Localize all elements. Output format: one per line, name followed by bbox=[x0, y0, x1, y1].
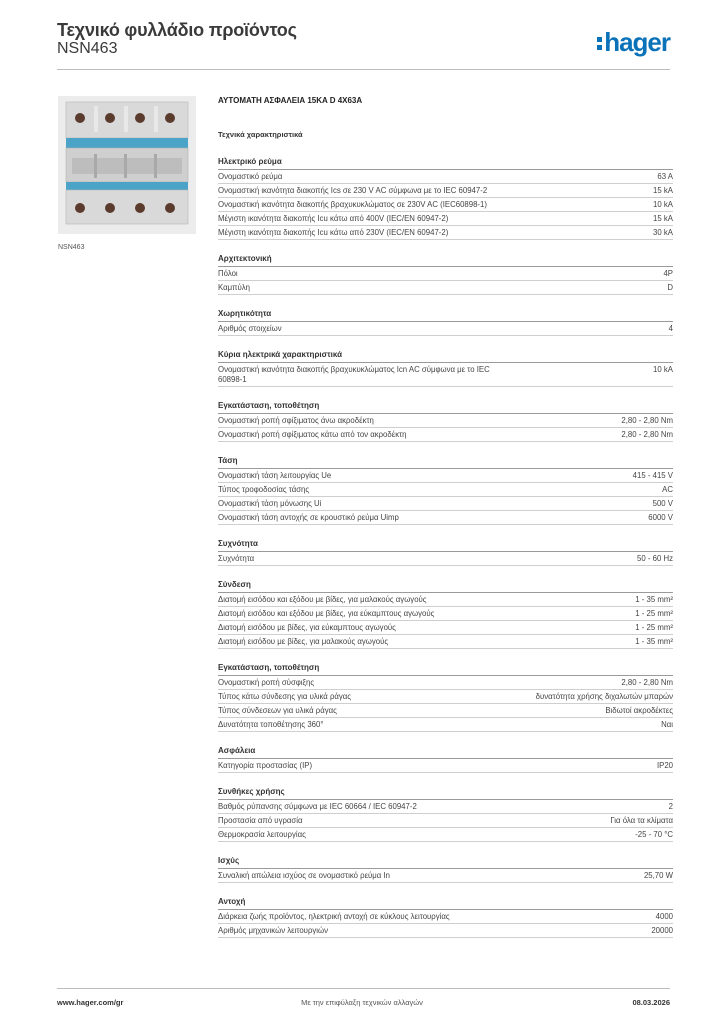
spec-section bbox=[218, 855, 673, 883]
section-title: Κύρια ηλεκτρικά χαρακτηριστικά bbox=[218, 349, 673, 363]
spec-label: Ονομαστική ροπή σφίξιματος άνω ακροδέκτη bbox=[218, 416, 374, 425]
header-divider bbox=[57, 69, 670, 70]
spec-row bbox=[218, 759, 673, 773]
spec-value: 2,80 - 2,80 Nm bbox=[621, 430, 673, 439]
spec-label: Πόλοι bbox=[218, 269, 238, 278]
spec-row bbox=[218, 828, 673, 842]
spec-value: 1 - 35 mm² bbox=[635, 637, 673, 646]
spec-row bbox=[218, 690, 673, 704]
spec-label: Τύπος σύνδεσεων για υλικά ράγας bbox=[218, 706, 337, 715]
spec-row bbox=[218, 281, 673, 295]
spec-row bbox=[218, 428, 673, 442]
spec-value: Βιδωτοί ακροδέκτες bbox=[605, 706, 673, 715]
spec-row bbox=[218, 635, 673, 649]
spec-section bbox=[218, 308, 673, 336]
spec-label: Συναλική απώλεια ισχύος σε ονομαστικό ρεύμα In bbox=[218, 871, 390, 880]
product-image-caption: NSN463 bbox=[58, 244, 85, 251]
section-title: Συνθήκες χρήσης bbox=[218, 786, 673, 800]
spec-row bbox=[218, 593, 673, 607]
spec-content bbox=[218, 96, 673, 938]
spec-value: -25 - 70 °C bbox=[635, 830, 673, 839]
spec-value: 30 kA bbox=[653, 228, 673, 237]
spec-label: Ονομαστική τάση μόνωσης Ui bbox=[218, 499, 322, 508]
page-title: Τεχνικό φυλλάδιο προϊόντος bbox=[57, 20, 297, 40]
spec-label: Διατομή εισόδου και εξόδου με βίδες, για μαλακούς αγωγούς bbox=[218, 595, 427, 604]
circuit-breaker-image bbox=[58, 96, 196, 234]
spec-row bbox=[218, 800, 673, 814]
spec-label: Ονομαστική ροπή σφίξιματος κάτω από τον ακροδέκτη bbox=[218, 430, 407, 439]
spec-value: 4P bbox=[663, 269, 673, 278]
spec-label: Ονομαστική ικανότητα διακοπής Ics σε 230 V AC σύμφωνα με το IEC 60947-2 bbox=[218, 186, 488, 195]
spec-label: Αριθμός στοιχείων bbox=[218, 324, 282, 333]
spec-value: 25,70 W bbox=[643, 871, 673, 880]
section-title: Σύνδεση bbox=[218, 579, 673, 593]
spec-section bbox=[218, 455, 673, 525]
spec-row bbox=[218, 212, 673, 226]
spec-value: 63 A bbox=[657, 172, 673, 181]
spec-row bbox=[218, 704, 673, 718]
spec-value: 10 kA bbox=[653, 200, 673, 209]
hager-logo bbox=[597, 28, 670, 56]
spec-row bbox=[218, 621, 673, 635]
spec-value: 6000 V bbox=[648, 513, 673, 522]
spec-value: AC bbox=[662, 485, 673, 494]
spec-label: Ονομαστική ροπή σύσφιξης bbox=[218, 678, 315, 687]
spec-label: Ονομαστική τάση λειτουργίας Ue bbox=[218, 471, 332, 480]
spec-row bbox=[218, 322, 673, 336]
section-title: Ισχύς bbox=[218, 855, 673, 869]
spec-label: Ονομαστική ικανότητα διακοπής βραχυκυκλώματος σε 230V AC (IEC60898-1) bbox=[218, 200, 487, 209]
spec-section bbox=[218, 156, 673, 240]
section-title: Συχνότητα bbox=[218, 538, 673, 552]
section-title: Ασφάλεια bbox=[218, 745, 673, 759]
spec-section bbox=[218, 349, 673, 387]
spec-value: 10 kA bbox=[653, 365, 673, 374]
product-image bbox=[58, 96, 196, 234]
spec-row bbox=[218, 363, 673, 387]
spec-value: Για όλα τα κλίματα bbox=[610, 816, 673, 825]
spec-section bbox=[218, 579, 673, 649]
spec-value: D bbox=[667, 283, 673, 292]
spec-row bbox=[218, 198, 673, 212]
spec-label: Κατηγορία προστασίας (IP) bbox=[218, 761, 313, 770]
spec-section bbox=[218, 253, 673, 295]
spec-row bbox=[218, 607, 673, 621]
spec-value: 2 bbox=[668, 802, 673, 811]
section-title: Ηλεκτρικό ρεύμα bbox=[218, 156, 673, 170]
footer-date: 08.03.2026 bbox=[632, 998, 670, 1007]
spec-row bbox=[218, 414, 673, 428]
spec-label: Διατομή εισόδου και εξόδου με βίδες, για εύκαμπτους αγωγούς bbox=[218, 609, 435, 618]
section-title: Εγκατάσταση, τοποθέτηση bbox=[218, 400, 673, 414]
spec-section bbox=[218, 400, 673, 442]
tech-heading: Τεχνικά χαρακτηριστικά bbox=[218, 130, 303, 139]
spec-row bbox=[218, 497, 673, 511]
spec-value: 1 - 35 mm² bbox=[635, 595, 673, 604]
spec-value: 2,80 - 2,80 Nm bbox=[621, 678, 673, 687]
spec-value: IP20 bbox=[656, 761, 673, 770]
spec-row bbox=[218, 511, 673, 525]
spec-section bbox=[218, 538, 673, 566]
spec-section bbox=[218, 745, 673, 773]
spec-row bbox=[218, 718, 673, 732]
spec-value: 20000 bbox=[651, 926, 673, 935]
section-title: Χωρητικότητα bbox=[218, 308, 673, 322]
logo-text: hager bbox=[604, 27, 670, 57]
spec-value: Ναι bbox=[661, 720, 673, 729]
spec-value: 415 - 415 V bbox=[632, 471, 673, 480]
spec-row bbox=[218, 552, 673, 566]
spec-row bbox=[218, 924, 673, 938]
spec-label: Τύπος τροφοδοσίας τάσης bbox=[218, 485, 310, 494]
spec-value: 4000 bbox=[655, 912, 673, 921]
spec-section bbox=[218, 662, 673, 732]
spec-label: Δυνατότητα τοποθέτησης 360° bbox=[218, 720, 324, 729]
section-title: Εγκατάσταση, τοποθέτηση bbox=[218, 662, 673, 676]
footer-notice: Με την επιφύλαξη τεχνικών αλλαγών bbox=[301, 998, 423, 1007]
spec-value: 15 kA bbox=[653, 186, 673, 195]
footer-divider bbox=[57, 988, 670, 989]
spec-label: Αριθμός μηχανικών λειτουργιών bbox=[218, 926, 328, 935]
spec-value: 50 - 60 Hz bbox=[637, 554, 673, 563]
spec-label: Διατομή εισόδου με βίδες, για εύκαμπτους αγωγούς bbox=[218, 623, 396, 632]
page-subtitle: NSN463 bbox=[57, 40, 118, 57]
spec-value: 4 bbox=[668, 324, 673, 333]
spec-label: Τύπος κάτω σύνδεσης για υλικά ράγας bbox=[218, 692, 352, 701]
section-title: Τάση bbox=[218, 455, 673, 469]
spec-row bbox=[218, 483, 673, 497]
spec-label: Ονομαστική τάση αντοχής σε κρουστικό ρεύμα Uimp bbox=[218, 513, 399, 522]
spec-label: Μέγιστη ικανότητα διακοπής Icu κάτω από 230V (IEC/EN 60947-2) bbox=[218, 228, 449, 237]
section-title: Αντοχή bbox=[218, 896, 673, 910]
spec-row bbox=[218, 267, 673, 281]
spec-row bbox=[218, 676, 673, 690]
spec-label: Βαθμός ρύπανσης σύμφωνα με IEC 60664 / IEC 60947-2 bbox=[218, 802, 417, 811]
product-name: ΑΥΤΟΜΑΤΗ ΑΣΦΑΛΕΙΑ 15KA D 4X63A bbox=[218, 96, 363, 105]
spec-row bbox=[218, 184, 673, 198]
spec-section bbox=[218, 896, 673, 938]
spec-label: Θερμοκρασία λειτουργίας bbox=[218, 830, 306, 839]
spec-row bbox=[218, 910, 673, 924]
spec-row bbox=[218, 814, 673, 828]
spec-label: Μέγιστη ικανότητα διακοπής Icu κάτω από 400V (IEC/EN 60947-2) bbox=[218, 214, 449, 223]
spec-value: 1 - 25 mm² bbox=[635, 623, 673, 632]
spec-label: Διατομή εισόδου με βίδες, για μαλακούς αγωγούς bbox=[218, 637, 389, 646]
spec-row bbox=[218, 226, 673, 240]
footer-website[interactable]: www.hager.com/gr bbox=[57, 998, 124, 1007]
spec-label: Καμπύλη bbox=[218, 283, 250, 292]
spec-row bbox=[218, 869, 673, 883]
spec-value: 15 kA bbox=[653, 214, 673, 223]
spec-label: Ονομαστική ικανότητα διακοπής βραχυκυκλώματος Icn AC σύμφωνα με το IEC 60898-1 bbox=[218, 365, 490, 384]
spec-label: Ονομαστικό ρεύμα bbox=[218, 172, 283, 181]
logo-dots-icon bbox=[597, 37, 602, 50]
section-title: Αρχιτεκτονική bbox=[218, 253, 673, 267]
spec-value: 500 V bbox=[652, 499, 673, 508]
spec-label: Προστασία από υγρασία bbox=[218, 816, 303, 825]
spec-label: Διάρκεια ζωής προϊόντος, ηλεκτρική αντοχή σε κύκλους λειτουργίας bbox=[218, 912, 450, 921]
spec-value: 2,80 - 2,80 Nm bbox=[621, 416, 673, 425]
spec-row bbox=[218, 170, 673, 184]
spec-label: Συχνότητα bbox=[218, 554, 255, 563]
spec-row bbox=[218, 469, 673, 483]
spec-value: δυνατότητα χρήσης διχαλωτών μπαρών bbox=[535, 692, 673, 701]
spec-value: 1 - 25 mm² bbox=[635, 609, 673, 618]
spec-sections bbox=[218, 156, 673, 938]
spec-section bbox=[218, 786, 673, 842]
